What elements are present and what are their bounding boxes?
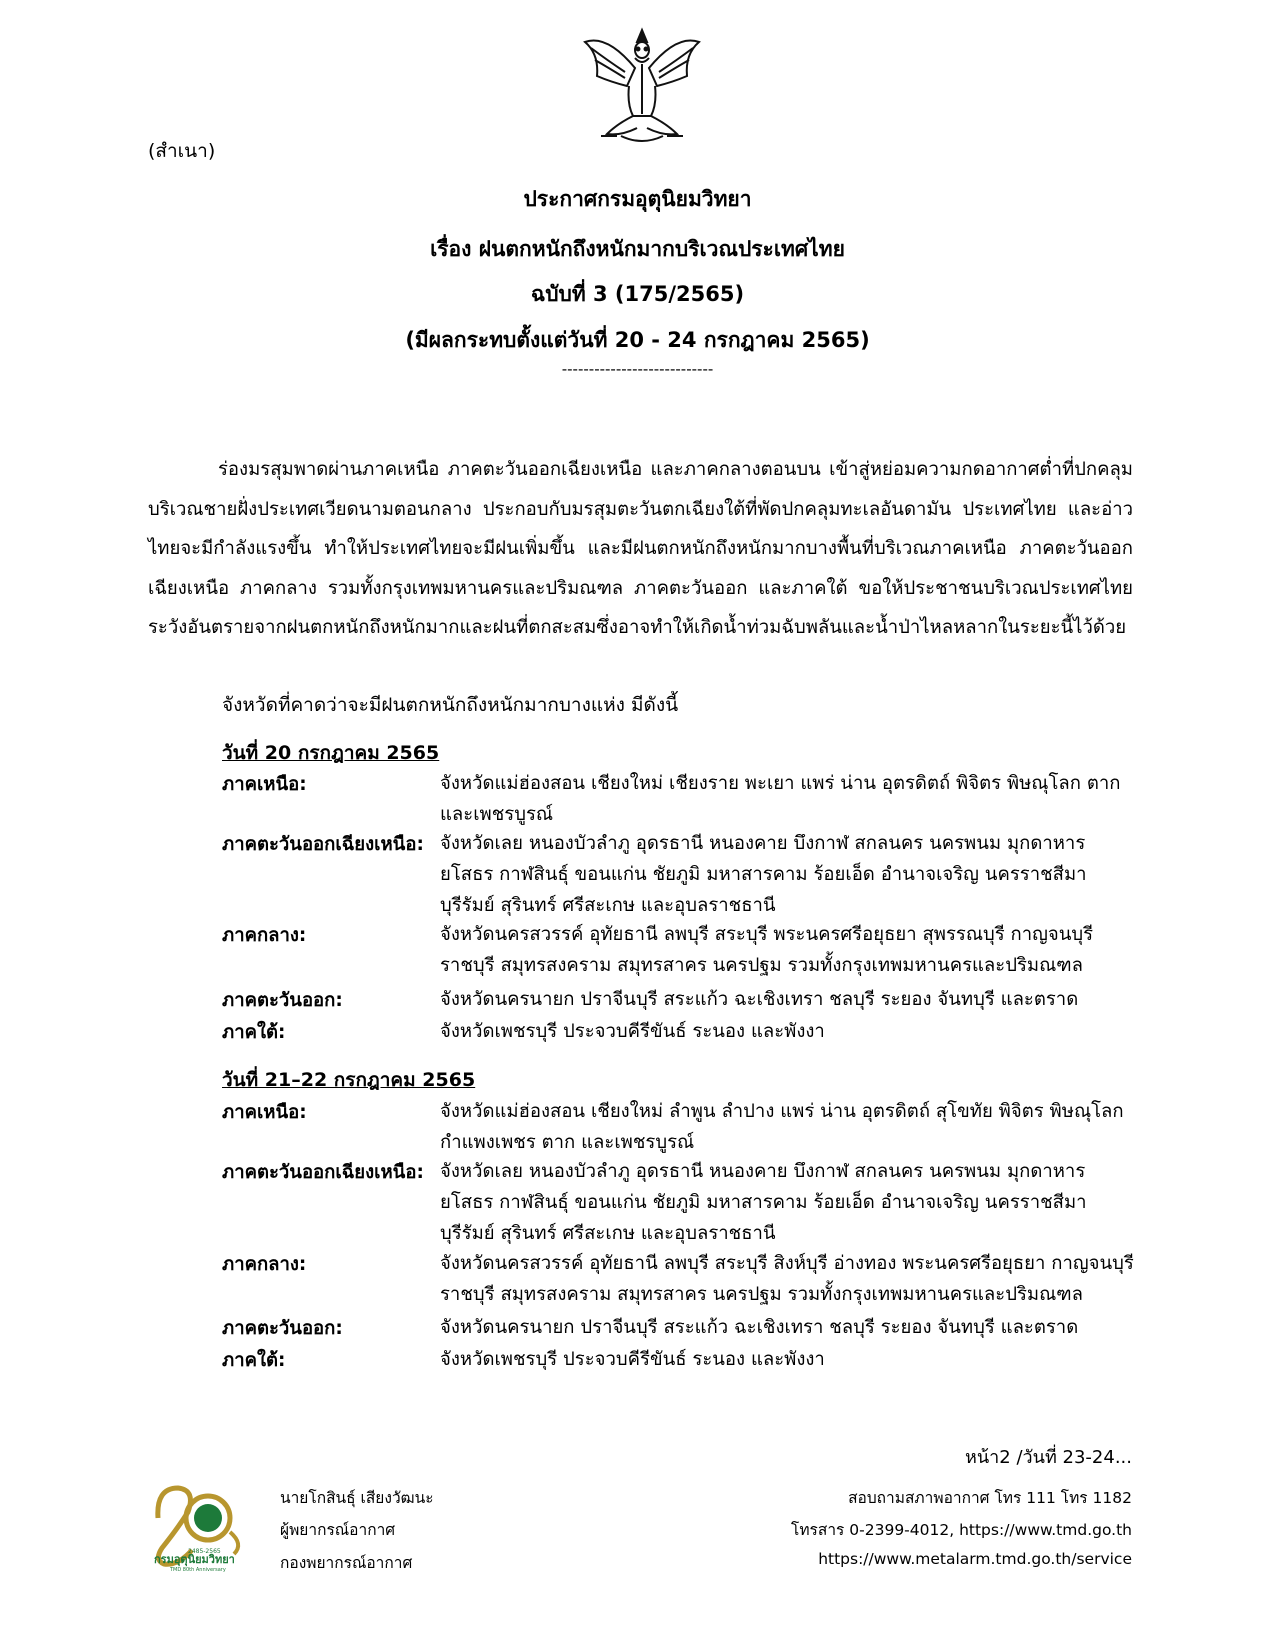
- announcement-title: ประกาศกรมอุตุนิยมวิทยา: [523, 187, 752, 211]
- contact-fax[interactable]: โทรสาร 0-2399-4012, https://www.tmd.go.th: [791, 1521, 1132, 1539]
- body-paragraph: [148, 450, 1133, 648]
- day-heading: วันที่ 21–22 กรกฎาคม 2565: [222, 1069, 476, 1091]
- forecaster-division: กองพยากรณ์อากาศ: [280, 1554, 413, 1572]
- region-provinces: จังหวัดนครสวรรค์ อุทัยธานี ลพบุรี สระบุรี สิงห์บุรี อ่างทอง พระนครศรีอยุธยา กาญจนบุรี ราชบุรี สมุทรสงคราม สมุทรสาคร นครปฐม รวมทั้งกรุงเทพมหานครและปริมณฑล: [440, 1253, 1134, 1305]
- region-provinces: จังหวัดแม่ฮ่องสอน เชียงใหม่ เชียงราย พะเยา แพร่ น่าน อุตรดิตถ์ พิจิตร พิษณุโลก ตาก และเพชรบูรณ์: [440, 773, 1121, 825]
- region-provinces: จังหวัดนครสวรรค์ อุทัยธานี ลพบุรี สระบุรี พระนครศรีอยุธยา สุพรรณบุรี กาญจนบุรี ราชบุรี สมุทรสงคราม สมุทรสาคร นครปฐม รวมทั้งกรุงเทพมหานครและปริมณฑล: [440, 924, 1094, 976]
- day-heading: วันที่ 20 กรกฎาคม 2565: [222, 742, 440, 764]
- body-paragraph-text: ร่องมรสุมพาดผ่านภาคเหนือ ภาคตะวันออกเฉียงเหนือ และภาคกลางตอนบน เข้าสู่หย่อมความกดอากาศต่ำที่ปกคลุมบริเวณชายฝั่งประเทศเวียดนามตอนกลาง ประกอบกับมรสุมตะวันตกเฉียงใต้ที่พัดปกคลุมทะเลอันดามัน ประเทศไทย และอ่าวไทยจะมีกำลังแรงขึ้น ทำให้ประเทศไทยจะมีฝนเพิ่มขึ้น และมีฝนตกหนักถึงหนักมากบางพื้นที่บริเวณภาคเหนือ ภาคตะวันออกเฉียงเหนือ ภาคกลาง รวมทั้งกรุงเทพมหานครและปริมณฑล ภาคตะวันออก และภาคใต้ ขอให้ประชาชนบริเวณประเทศไทยระวังอันตรายจากฝนตกหนักถึงหนักมากและฝนที่ตกสะสมซึ่งอาจทำให้เกิดน้ำท่วมฉับพลันและน้ำป่าไหลหลากในระยะนี้ไว้ด้วย: [148, 459, 1133, 639]
- announcement-issue: ฉบับที่ 3 (175/2565): [530, 282, 745, 306]
- region-provinces: จังหวัดนครนายก ปราจีนบุรี สระแก้ว ฉะเชิงเทรา ชลบุรี ระยอง จันทบุรี และตราด: [440, 1317, 1079, 1338]
- announcement-subject: เรื่อง ฝนตกหนักถึงหนักมากบริเวณประเทศไทย: [430, 237, 845, 261]
- region-provinces: จังหวัดเพชรบุรี ประจวบคีรีขันธ์ ระนอง และพังงา: [440, 1349, 825, 1370]
- provinces-intro: จังหวัดที่คาดว่าจะมีฝนตกหนักถึงหนักมากบางแห่ง มีดังนี้: [222, 694, 679, 716]
- forecaster-name: นายโกสินธุ์ เสียงวัฒนะ: [280, 1489, 434, 1507]
- region-label: ภาคกลาง:: [222, 1254, 307, 1275]
- logo-years: 2485-2565: [188, 1548, 221, 1555]
- region-provinces: จังหวัดเลย หนองบัวลำภู อุดรธานี หนองคาย บึงกาฬ สกลนคร นครพนม มุกดาหาร ยโสธร กาฬสินธุ์ ขอนแก่น ชัยภูมิ มหาสารคาม ร้อยเอ็ด อำนาจเจริญ นครราชสีมา บุรีรัมย์ สุรินทร์ ศรีสะเกษ และอุบลราชธานี: [440, 1161, 1087, 1244]
- region-label: ภาคตะวันออกเฉียงเหนือ:: [222, 834, 424, 855]
- region-label: ภาคตะวันออก:: [222, 990, 343, 1011]
- region-label: ภาคใต้:: [222, 1350, 286, 1371]
- region-label: ภาคเหนือ:: [222, 1102, 307, 1123]
- next-page-reference: หน้า2 /วันที่ 23-24...: [965, 1447, 1132, 1468]
- forecaster-position: ผู้พยากรณ์อากาศ: [280, 1521, 396, 1539]
- tmd-logo-icon: [148, 1478, 248, 1576]
- region-label: ภาคใต้:: [222, 1022, 286, 1043]
- copy-label: (สำเนา): [148, 140, 216, 162]
- logo-subtext: TMD 80th Anniversary: [170, 1567, 226, 1573]
- logo-text: กรมอุตุนิยมวิทยา: [154, 1553, 235, 1566]
- region-label: ภาคเหนือ:: [222, 774, 307, 795]
- announcement-effective-dates: (มีผลกระทบตั้งแต่วันที่ 20 - 24 กรกฎาคม 2565): [405, 328, 870, 352]
- region-label: ภาคตะวันออกเฉียงเหนือ:: [222, 1162, 424, 1183]
- region-provinces: จังหวัดแม่ฮ่องสอน เชียงใหม่ ลำพูน ลำปาง แพร่ น่าน อุตรดิตถ์ สุโขทัย พิจิตร พิษณุโลก กำแพงเพชร ตาก และเพชรบูรณ์: [440, 1101, 1124, 1153]
- region-label: ภาคกลาง:: [222, 925, 307, 946]
- tmd-80th-logo: [148, 1478, 248, 1576]
- contact-web-link[interactable]: https://www.metalarm.tmd.go.th/service: [818, 1550, 1132, 1568]
- contact-phone: สอบถามสภาพอากาศ โทร 111 โทร 1182: [848, 1489, 1132, 1507]
- region-provinces: จังหวัดเพชรบุรี ประจวบคีรีขันธ์ ระนอง และพังงา: [440, 1021, 825, 1042]
- garuda-emblem-icon: [577, 24, 707, 152]
- title-separator: ----------------------------: [561, 360, 714, 378]
- region-label: ภาคตะวันออก:: [222, 1318, 343, 1339]
- region-provinces: จังหวัดเลย หนองบัวลำภู อุดรธานี หนองคาย บึงกาฬ สกลนคร นครพนม มุกดาหาร ยโสธร กาฬสินธุ์ ขอนแก่น ชัยภูมิ มหาสารคาม ร้อยเอ็ด อำนาจเจริญ นครราชสีมา บุรีรัมย์ สุรินทร์ ศรีสะเกษ และอุบลราชธานี: [440, 833, 1087, 916]
- region-provinces: จังหวัดนครนายก ปราจีนบุรี สระแก้ว ฉะเชิงเทรา ชลบุรี ระยอง จันทบุรี และตราด: [440, 989, 1079, 1010]
